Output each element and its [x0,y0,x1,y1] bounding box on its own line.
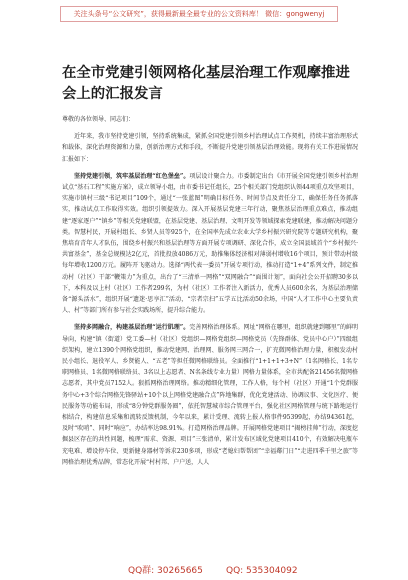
section-1-lead: 坚持党建引领，筑牢基层治理“红色堡垒”。 [74,172,190,180]
footer-contacts [0,562,408,580]
intro-paragraph: 近年来，我市坚持党建引领，坚持系统集成，紧抓全国党建引领乡村治理试点工作契机，持续丰富治理形式和载体，深化治理资源和力量，创新治理方式和手段，不断提升党建引领基层治理效能。现将有关工作进展情况汇报如下： [62,133,358,163]
promo-banner-text: 关注头条号“公文研究”，获得最新最全最专业的公文资料库！ 微信：gongwenyj [73,10,325,18]
salutation: 尊敬的各位领导、同志们： [62,116,135,123]
section-paragraph-2 [62,322,358,468]
section-1-text: 项层设计聚合力。市委制定出台《市开展全国党建引领乡村治理试点“基石工程”实施方案》，成立领导小组，由市委书记任组长，25个相关部门党组织认领44项重点攻坚项目，实施市镇村三级“书记项目”109个，通过“一张蓝图”明确目标任务、时间节点及责任分工，确保任务任务抓落实，推动试点工作取得实效。组织引领提效力。深入开展基层党建三年行动，聚焦基层治理重点难点，推动组建“逐家逐户”“镇乡”等相关党建联盟，在基层党建、基层治理、文明开发等领域探索党建联建，推动解决问题分类。智慧村民，开展村组长、乡贤人员等925个，在全国率先成立农业大学乡村振兴研究院等专题研究机构，聚焦培育青年人才队伍，围绕乡村振兴和基层治理等方面开展专项调研、深化合作，成立全国县域首个“乡村振兴·共富基金”，基金总规模达2亿元，首批投放4086万元，助推集体经济相对薄弱村增收16个项目，预计带动村级每年增收1200万元。履阵开飞驱动力。选择“两代表一委员”开展专项行动，推动打造“1+4”系列文件，制定推动村（社区）干部“鞭策力”为重点，出台了“三清单一网格”“双网融合”“面围计划”，面向社会公开招聘30多以下，本科及以上村（社区）工作者299名，为村（社区）工作者注入新活力，优秀人员600余名，为基层治理储备“源头活水”，组织开展“遗迷·思享汇”活动，“宗者宗扫”五学五比活动50余场，中国“人才工作中心主要负责人、村”等部门所有参与社会实践场所，提升综合能力。 [62,172,358,315]
document-body [62,114,358,554]
section-paragraph-1 [62,171,358,317]
qq-group-text: QQ群: 30265665 [128,566,203,576]
promo-banner[interactable] [60,6,338,22]
section-2-lead: 坚持多网融合，构建基层治理“运行肌理”。 [74,324,190,332]
qq-contact-text: QQ: 535304092 [226,566,298,576]
section-2-text: 完善网格治理体系。网址“网格在哪里，组织就建到哪里”的鲜明导向，构建“镇（街道）党工委—村（社区）党组织—网格党组织—网格党员（先锋群体、党员中心户）”四级组织架构，建立1390个网格党组织，推动党建网、治理网、服务网三网合一，扩充微网格治理力量，积极发动村民小组长、退役军人、乡贤能人、“五老”等担任微网格联络员。全面推行“1+1+1+3+N”（1名网格长、1名专职网格员、1名微网格联络员、3名以上志愿者、N名条线专业力量）网格力量体系，全市共配备21456名微网格志愿者，其中党员7152人。狠抓网格治理网络。推动精细化管理，工作人格，每个村（社区）开通“1个党群服务中心+3个综合网格先锋驿站+10个以上网格党建融合点”阵地集群，优化党建活动、协调议事、文化医疗、便民服务等功能布局，形成“8分钟党群服务圈”，依托智慧城市综合管理平台，强化社区网格管理与统下路地运行相结合，构建信息采集和流转反馈机制，今年以来，累计受理、流转上报人格事件95399起，办结94361起，及时“吹哨”、同时“响应”，办结率达98.91%。打造网格治理品牌。开展网格党建项目“揭榜挂帅”行动，深度挖掘县区存在的共性问题，梳理“需求、资源、项目”三张清单，累计发布区域化党建项目410个，有效解决电瓶车充电难、增设停车位、更新健身器材等诉求230多项，形成“老媳妇帮帮团”“幸福鄰门日”“走进四季千里之旅”等网格治理优秀品牌，常态化开展“村村邦、户户送，人人 [62,324,359,466]
document-title: 在全市党建引领网格化基层治理工作观摩推进会上的汇报发言 [62,64,350,102]
